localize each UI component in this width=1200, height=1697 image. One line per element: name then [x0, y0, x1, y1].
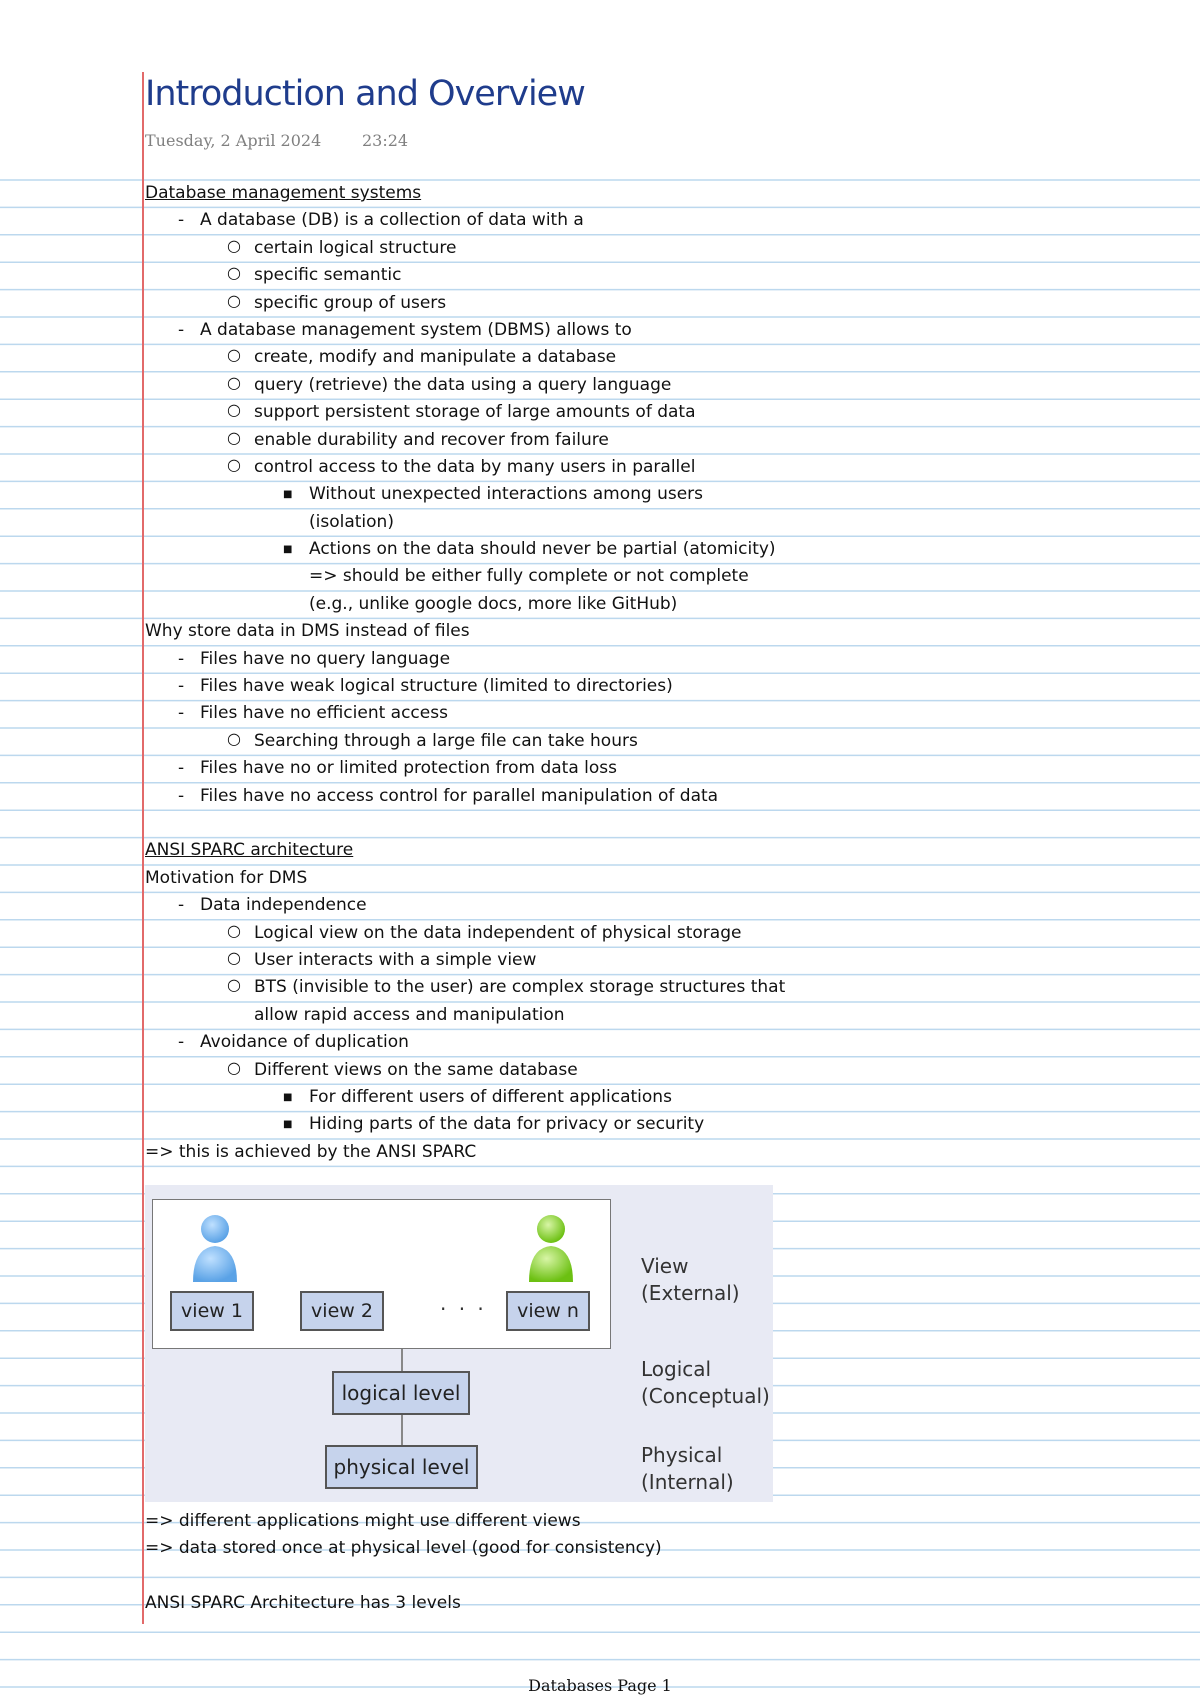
- note-text: User interacts with a simple view: [254, 949, 537, 970]
- note-line: [0, 729, 1200, 756]
- circle-bullet-icon: ○: [227, 454, 241, 474]
- connector-line: [401, 1349, 403, 1371]
- note-text: Files have weak logical structure (limited to directories): [200, 676, 673, 697]
- logical-label: Logical (Conceptual): [641, 1357, 770, 1408]
- note-text: A database (DB) is a collection of data with a: [200, 210, 584, 231]
- note-text: Actions on the data should never be partial (atomicity): [309, 539, 776, 560]
- note-line: [0, 291, 1200, 318]
- view-2-box: view 2: [300, 1291, 384, 1331]
- note-line: [0, 510, 1200, 537]
- note-line: [0, 948, 1200, 975]
- note-line: [0, 592, 1200, 619]
- note-text: Data independence: [200, 895, 367, 916]
- circle-bullet-icon: ○: [227, 1057, 241, 1077]
- note-text: Files have no efficient access: [200, 703, 448, 724]
- note-text: ANSI SPARC Architecture has 3 levels: [145, 1593, 461, 1614]
- notes-body: [0, 181, 1200, 1167]
- note-text: Searching through a large file can take hours: [254, 730, 638, 751]
- dash-bullet: -: [178, 676, 185, 697]
- note-line: [0, 428, 1200, 455]
- note-text: Logical view on the data independent of physical storage: [254, 922, 742, 943]
- page-footer: Databases Page 1: [528, 1676, 672, 1695]
- note-text: Hiding parts of the data for privacy or security: [309, 1114, 705, 1135]
- dash-bullet: -: [178, 210, 185, 231]
- view-n-box: view n: [506, 1291, 590, 1331]
- note-line: [0, 482, 1200, 509]
- dash-bullet: -: [178, 895, 185, 916]
- note-line: [0, 455, 1200, 482]
- note-text: specific group of users: [254, 292, 447, 313]
- note-line: [0, 400, 1200, 427]
- note-line: [0, 1112, 1200, 1139]
- note-text: => this is achieved by the ANSI SPARC: [145, 1141, 477, 1162]
- note-line: [0, 866, 1200, 893]
- note-text: Different views on the same database: [254, 1059, 578, 1080]
- dash-bullet: -: [178, 758, 185, 779]
- note-line: [0, 975, 1200, 1002]
- note-text: => different applications might use different views: [145, 1511, 581, 1531]
- ansi-sparc-diagram: [145, 1185, 773, 1502]
- note-line: [0, 564, 1200, 591]
- view-label: View (External): [641, 1254, 740, 1305]
- external-views-box: [152, 1199, 611, 1349]
- circle-bullet-icon: ○: [227, 235, 241, 255]
- circle-bullet-icon: ○: [227, 400, 241, 420]
- page-date: Tuesday, 2 April 2024: [145, 131, 322, 150]
- note-line: [0, 1030, 1200, 1057]
- note-line: [0, 1003, 1200, 1030]
- dash-bullet: -: [178, 1032, 185, 1053]
- note-text: ANSI SPARC architecture: [145, 840, 354, 861]
- physical-label: Physical (Internal): [641, 1443, 734, 1494]
- note-line: [0, 838, 1200, 865]
- note-text: BTS (invisible to the user) are complex storage structures that: [254, 977, 786, 998]
- note-text: Without unexpected interactions among users: [309, 484, 704, 505]
- circle-bullet-icon: ○: [227, 290, 241, 310]
- note-line: [0, 1058, 1200, 1085]
- circle-bullet-icon: ○: [227, 975, 241, 995]
- note-line: [0, 701, 1200, 728]
- note-line: [0, 236, 1200, 263]
- note-line: [0, 1564, 1200, 1591]
- note-text: Database management systems: [145, 183, 422, 203]
- circle-bullet-icon: ○: [227, 728, 241, 748]
- note-text: create, modify and manipulate a database: [254, 347, 617, 368]
- circle-bullet-icon: ○: [227, 427, 241, 447]
- connector-line: [401, 1415, 403, 1445]
- note-line: [0, 345, 1200, 372]
- note-text: query (retrieve) the data using a query language: [254, 374, 672, 395]
- logical-level-box: logical level: [332, 1371, 470, 1415]
- note-text: Files have no or limited protection from data loss: [200, 758, 617, 779]
- note-text: (isolation): [309, 511, 394, 532]
- note-text: => data stored once at physical level (good for consistency): [145, 1538, 662, 1559]
- note-text: For different users of different applications: [309, 1086, 672, 1107]
- note-line: [0, 181, 1200, 208]
- physical-level-box: physical level: [325, 1445, 478, 1489]
- note-text: Files have no access control for parallel manipulation of data: [200, 785, 719, 806]
- square-bullet-icon: ■: [283, 1119, 293, 1131]
- note-text: Motivation for DMS: [145, 867, 308, 888]
- note-line: [0, 1509, 1200, 1536]
- note-text: allow rapid access and manipulation: [254, 1004, 565, 1025]
- note-text: (e.g., unlike google docs, more like GitHub): [309, 593, 678, 614]
- circle-bullet-icon: ○: [227, 345, 241, 365]
- user-icon: [189, 1212, 241, 1284]
- note-line: [0, 1591, 1200, 1618]
- page-title: Introduction and Overview: [145, 74, 585, 114]
- circle-bullet-icon: ○: [227, 920, 241, 940]
- note-line: [0, 1140, 1200, 1167]
- note-text: Avoidance of duplication: [200, 1032, 409, 1053]
- note-text: specific semantic: [254, 265, 402, 286]
- note-line: [0, 1536, 1200, 1563]
- dash-bullet: -: [178, 648, 185, 669]
- square-bullet-icon: ■: [283, 544, 293, 556]
- note-text: Files have no query language: [200, 648, 451, 669]
- note-line: [0, 537, 1200, 564]
- note-line: [0, 208, 1200, 235]
- note-text: certain logical structure: [254, 237, 457, 258]
- note-line: [0, 263, 1200, 290]
- ellipsis: · · ·: [440, 1297, 487, 1321]
- view-1-box: view 1: [170, 1291, 254, 1331]
- circle-bullet-icon: ○: [227, 263, 241, 283]
- user-icon: [525, 1212, 577, 1284]
- note-text: A database management system (DBMS) allows to: [200, 319, 632, 340]
- note-text: support persistent storage of large amounts of data: [254, 402, 696, 423]
- note-line: [0, 811, 1200, 838]
- page-time: 23:24: [362, 131, 409, 150]
- note-line: [0, 674, 1200, 701]
- note-line: [0, 1085, 1200, 1112]
- circle-bullet-icon: ○: [227, 372, 241, 392]
- dash-bullet: -: [178, 703, 185, 724]
- note-text: enable durability and recover from failure: [254, 429, 609, 450]
- note-text: Why store data in DMS instead of files: [145, 621, 470, 642]
- note-line: [0, 893, 1200, 920]
- note-line: [0, 647, 1200, 674]
- note-line: [0, 921, 1200, 948]
- notes-after-diagram: [0, 1509, 1200, 1619]
- note-text: => should be either fully complete or not complete: [309, 566, 749, 587]
- circle-bullet-icon: ○: [227, 947, 241, 967]
- dash-bullet: -: [178, 319, 185, 340]
- note-line: [0, 784, 1200, 811]
- square-bullet-icon: ■: [283, 489, 293, 501]
- note-line: [0, 373, 1200, 400]
- note-line: [0, 318, 1200, 345]
- note-line: [0, 756, 1200, 783]
- square-bullet-icon: ■: [283, 1091, 293, 1103]
- note-text: control access to the data by many users in parallel: [254, 456, 696, 477]
- dash-bullet: -: [178, 785, 185, 806]
- note-line: [0, 619, 1200, 646]
